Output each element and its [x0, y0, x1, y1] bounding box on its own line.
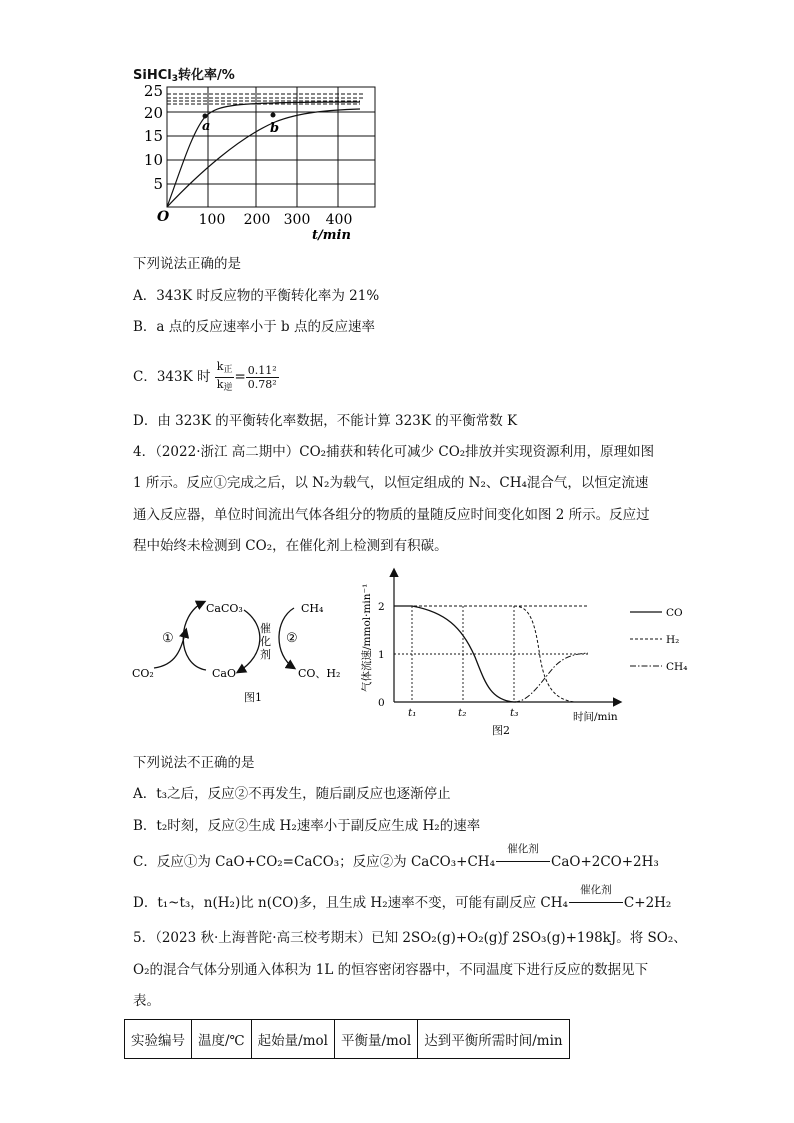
point-a-label: a [202, 119, 211, 134]
co2-label: CO₂ [132, 667, 154, 680]
reaction-1-label: ① [162, 631, 174, 646]
reaction-2-label: ② [286, 631, 298, 646]
point-a-marker [203, 114, 208, 119]
q5-line-3: 表。 [133, 993, 160, 1009]
y-tick-15: 15 [143, 127, 163, 145]
y-tick-10: 10 [143, 151, 163, 169]
y-tick-20: 20 [143, 104, 163, 122]
conversion-chart-title: SiHCl$_3$转化率/% [133, 68, 235, 84]
q4-line-3: 通入反应器，单位时间流出气体各组分的物质的量随反应时间变化如图 2 所示。反应过 [133, 507, 650, 523]
q4-prompt: 下列说法不正确的是 [133, 755, 255, 771]
rate-ratio-fraction: $\frac{k_正}{k_逆}$ [216, 360, 233, 393]
q5-line-1: 5．（2023 秋·上海普陀·高三校考期末）已知 2SO₂(g)+O₂(g)ƒ 2SO₃(g)+198kJ。将 SO₂、 [133, 930, 687, 946]
fig2-y-tick-1: 1 [378, 649, 385, 661]
ch4-line [514, 653, 588, 702]
figure-1-caption: 图1 [244, 691, 262, 704]
catalyst-arrow-d: 催化剂 [568, 893, 624, 913]
origin-label: O [157, 209, 170, 225]
q4-option-b[interactable]: B．t₂时刻，反应②生成 H₂速率小于副反应生成 H₂的速率 [133, 818, 481, 834]
y-tick-5: 5 [153, 175, 163, 193]
fig2-y-tick-0: 0 [378, 697, 385, 709]
fig2-x-tick-t3: t₃ [510, 707, 519, 719]
point-b-marker [271, 113, 276, 118]
fig2-x-title: 时间/min [573, 711, 618, 723]
catalyst-char-3: 剂 [260, 648, 271, 661]
figure-2-chart [350, 562, 695, 740]
q4-line-4: 程中始终未检测到 CO₂，在催化剂上检测到有积碳。 [133, 538, 448, 554]
table-header-row [125, 1020, 570, 1059]
catalyst-char-1: 催 [260, 622, 271, 635]
q4-line-1: 4．（2022·浙江 高二期中）CO₂捕获和转化可减少 CO₂排放并实现资源利用，原理如图 [133, 444, 655, 460]
q5-data-table [124, 1019, 570, 1059]
x-tick-100: 100 [198, 212, 226, 228]
x-tick-300: 300 [283, 212, 311, 228]
point-b-label: b [270, 121, 280, 136]
products-label: CO、H₂ [298, 667, 341, 680]
figure-2-caption: 图2 [492, 724, 510, 737]
header-temperature: 温度/℃ [192, 1020, 252, 1059]
legend-ch4: CH₄ [666, 661, 688, 673]
q4-option-d[interactable]: D．t₁~t₃，n(H₂)比 n(CO)多，且生成 H₂速率不变，可能有副反应 CH₄ 催化剂 C+2H₂ [133, 884, 672, 911]
q3-option-d[interactable]: D．由 323K 的平衡转化率数据，不能计算 323K 的平衡常数 K [133, 413, 518, 429]
q4-line-2: 1 所示。反应①完成之后，以 N₂为载气，以恒定组成的 N₂、CH₄混合气，以恒定流速 [133, 475, 649, 491]
q3-option-a[interactable]: A．343K 时反应物的平衡转化率为 21% [133, 288, 380, 304]
curve-b [167, 109, 360, 207]
catalyst-char-2: 化 [260, 635, 271, 648]
q5-line-2: O₂的混合气体分别通入体积为 1L 的恒容密闭容器中，不同温度下进行反应的数据见下 [133, 962, 649, 978]
curve-a [167, 102, 360, 207]
fig2-x-tick-t2: t₂ [458, 707, 467, 719]
q3-option-b[interactable]: B．a 点的反应速率小于 b 点的反应速率 [133, 319, 375, 335]
legend-h2: H₂ [666, 634, 680, 646]
y-tick-25: 25 [143, 82, 163, 100]
header-time-to-equilibrium: 达到平衡所需时间/min [418, 1020, 569, 1059]
caco3-label: CaCO₃ [206, 602, 243, 615]
figure-1-cycle [126, 590, 356, 708]
cao-label: CaO [212, 667, 236, 680]
q3-prompt: 下列说法正确的是 [133, 256, 241, 272]
fig2-x-tick-t1: t₁ [408, 707, 417, 719]
fig2-y-title: 气体流速/mmol·min⁻¹ [361, 583, 373, 692]
q4-option-a[interactable]: A．t₃之后，反应②不再发生，随后副反应也逐渐停止 [133, 786, 451, 802]
q3-option-c[interactable]: C．343K 时 $\frac{k_正}{k_逆}$ = $\frac{\text{0.11²}}{\text{0.78²}}$ [133, 360, 277, 393]
x-axis-title: t/min [312, 228, 351, 243]
value-ratio-fraction: $\frac{\text{0.11²}}{\text{0.78²}}$ [247, 364, 277, 391]
catalyst-arrow-c: 催化剂 [495, 852, 551, 872]
header-equilibrium-amount: 平衡量/mol [334, 1020, 417, 1059]
header-initial-amount: 起始量/mol [251, 1020, 334, 1059]
fig2-y-tick-2: 2 [378, 601, 385, 613]
x-tick-200: 200 [243, 212, 271, 228]
legend-co: CO [666, 607, 683, 619]
conversion-chart [130, 82, 390, 244]
ch4-label: CH₄ [301, 602, 324, 615]
q4-option-c[interactable]: C．反应①为 CaO+CO₂=CaCO₃；反应②为 CaCO₃+CH₄ 催化剂 CaO+2CO+2H₃ [133, 843, 659, 870]
x-tick-400: 400 [325, 212, 353, 228]
header-experiment-no: 实验编号 [125, 1020, 192, 1059]
